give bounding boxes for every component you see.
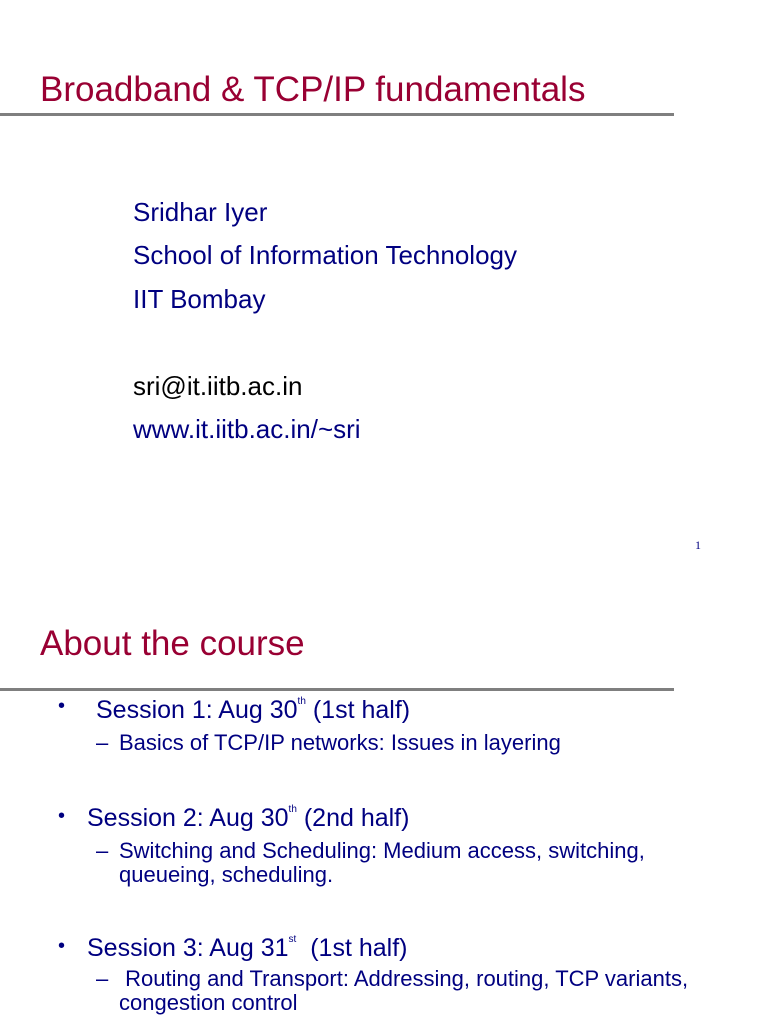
slide-2-title: About the course bbox=[40, 624, 305, 663]
session-1-ordinal: th bbox=[297, 696, 306, 707]
session-2-half: (2nd half) bbox=[296, 804, 410, 832]
session-2-ordinal: th bbox=[288, 804, 297, 815]
bullet-icon: • bbox=[58, 805, 66, 827]
session-1-detail: Basics of TCP/IP networks: Issues in layering bbox=[119, 730, 561, 755]
institute-name: IIT Bombay bbox=[133, 284, 266, 314]
page-number: 1 bbox=[695, 538, 701, 552]
slide-2-title-rule bbox=[0, 688, 674, 691]
session-3-ordinal: st bbox=[288, 934, 297, 945]
bullet-icon: • bbox=[58, 935, 66, 957]
bullet-icon: • bbox=[58, 695, 66, 717]
website-link[interactable]: www.it.iitb.ac.in/~sri bbox=[133, 414, 361, 444]
slide-1-title: Broadband & TCP/IP fundamentals bbox=[40, 70, 586, 109]
author-name: Sridhar Iyer bbox=[133, 197, 268, 227]
session-1-label: Session 1: Aug 30 bbox=[96, 696, 298, 724]
email-address: sri@it.iitb.ac.in bbox=[133, 371, 303, 401]
session-3-heading bbox=[87, 934, 407, 963]
session-2-label: Session 2: Aug 30 bbox=[87, 804, 289, 832]
dash-icon: – bbox=[96, 966, 109, 991]
dash-icon: – bbox=[96, 730, 109, 755]
session-2-heading bbox=[87, 804, 409, 833]
session-3-half: (1st half) bbox=[296, 934, 408, 962]
school-name: School of Information Technology bbox=[133, 240, 517, 270]
slide-2 bbox=[0, 580, 768, 1024]
session-1-heading bbox=[96, 696, 410, 725]
slide-1-title-rule bbox=[0, 113, 674, 116]
session-2-detail: Switching and Scheduling: Medium access, switching, queueing, scheduling. bbox=[119, 838, 645, 887]
session-1-half: (1st half) bbox=[305, 696, 411, 724]
session-3-label: Session 3: Aug 31 bbox=[87, 934, 289, 962]
session-3-detail: Routing and Transport: Addressing, routing, TCP variants, congestion control bbox=[119, 966, 695, 1015]
dash-icon: – bbox=[96, 838, 109, 863]
